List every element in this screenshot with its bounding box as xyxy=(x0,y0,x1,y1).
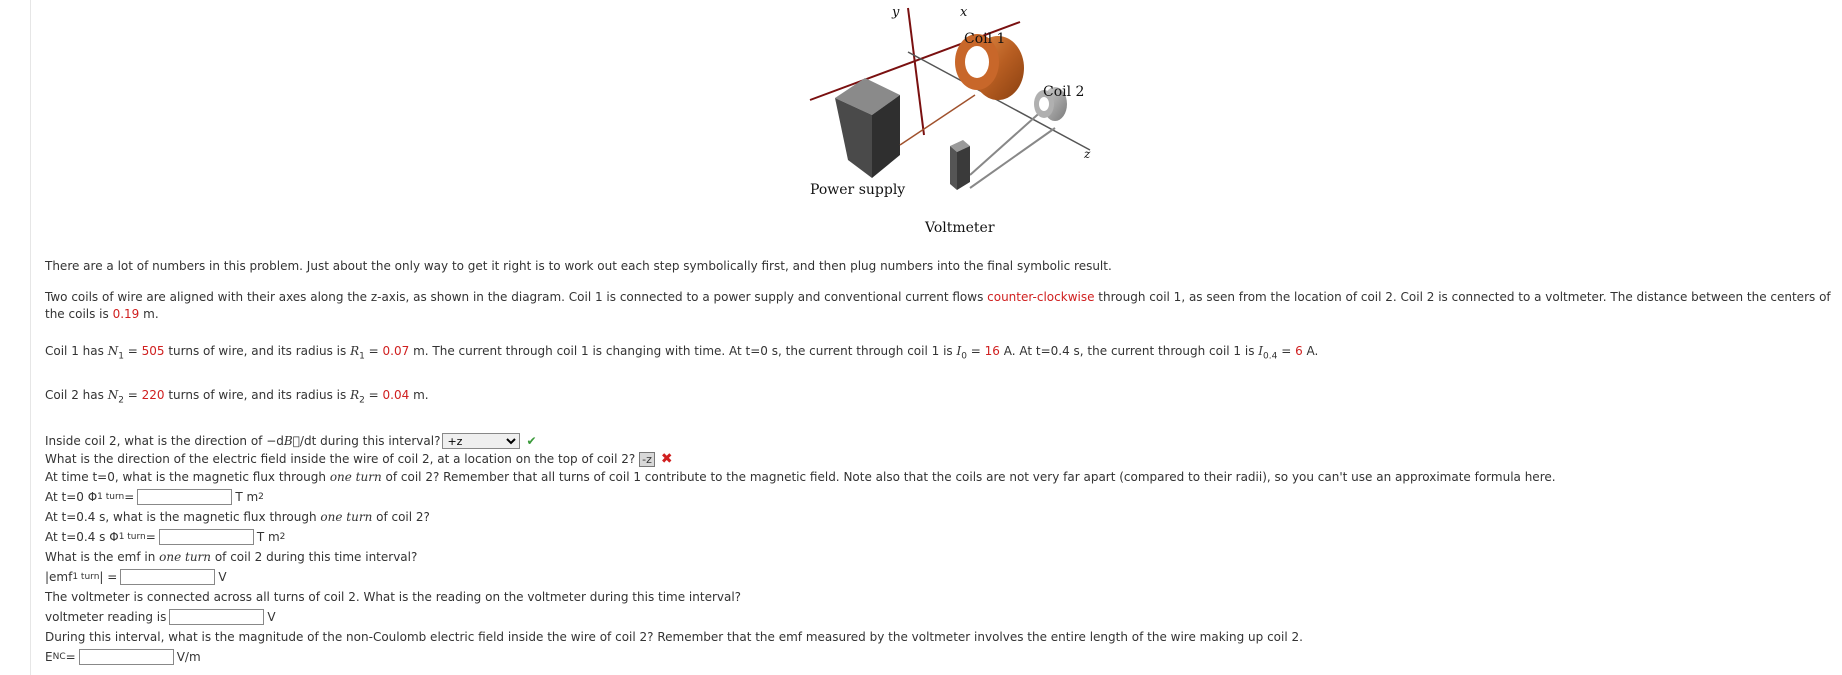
emf-row: |emf 1 turn | = V xyxy=(45,569,227,584)
question-db-direction: Inside coil 2, what is the direction of −dB⃗/dt during this interval? +z ✔ xyxy=(45,432,1835,450)
problem-content xyxy=(45,258,1835,668)
enc-row: E NC = V/m xyxy=(45,649,201,664)
question-flux-t04: At t=0.4 s, what is the magnetic flux through one turn of coil 2? xyxy=(45,509,430,524)
emf-input[interactable] xyxy=(120,569,215,585)
coil2-label: Coil 2 xyxy=(1043,84,1085,100)
y-axis-line xyxy=(908,8,924,135)
coils-diagram xyxy=(780,0,1130,240)
check-icon: ✔ xyxy=(526,433,537,448)
r2-value: 0.04 xyxy=(382,388,410,403)
question-enc: During this interval, what is the magnitude of the non-Coulomb electric field inside the wire of coil 2? Remember that the emf measured by the voltmeter involves the entire length of the wire making up coil 2. xyxy=(45,629,1303,644)
flux-t04-input[interactable] xyxy=(159,529,254,545)
i04-value: 6 xyxy=(1295,344,1303,358)
enc-input[interactable] xyxy=(79,649,174,665)
coil1-text: Coil 1 has $N_1 = 505$ turns of wire, and its radius is $R_1 = 0.07$ m. The current through coil 1 is changing with time. At t=0 s, the current through coil 1 is $I_0 = 16$ A. At t=0.4 s, the current through coil 1 is $I_{0.4} = 6$ A. xyxy=(45,344,1319,362)
setup-text: Two coils of wire are aligned with their axes along the z-axis, as shown in the diagram. Coil 1 is connected to a power supply and conventional current flows counter-clockwise through coil 1, as seen from the location of coil 2. Coil 2 is connected to a voltmeter. The distance between the centers of the coils is 0.19 m. xyxy=(45,290,1831,321)
coil2-text: Coil 2 has $N_2 = 220$ turns of wire, and its radius is $R_2 = 0.04$ m. xyxy=(45,388,429,406)
flux-t0-row: At t=0 Φ 1 turn = T m 2 xyxy=(45,489,264,504)
voltmeter-label: Voltmeter xyxy=(925,220,995,236)
r1-value: 0.07 xyxy=(382,344,410,358)
db-direction-select[interactable] xyxy=(442,433,520,449)
coil1-label: Coil 1 xyxy=(964,31,1006,47)
current-direction: counter-clockwise xyxy=(987,290,1095,304)
question-emf-one-turn: What is the emf in one turn of coil 2 during this time interval? xyxy=(45,549,418,564)
distance-value: 0.19 xyxy=(112,307,140,321)
x-icon: ✖ xyxy=(660,450,673,467)
n1-value: 505 xyxy=(141,344,165,358)
e-direction-answer[interactable]: -z xyxy=(639,452,655,467)
question-flux-t0: At time t=0, what is the magnetic flux through one turn of coil 2? Remember that all turns of coil 1 contribute to the magnetic field. Note also that the coils are not very far apart (compared to their radii), so you can't use an approximate formula here. xyxy=(45,469,1556,484)
voltmeter-row: voltmeter reading is V xyxy=(45,609,276,624)
flux-t0-input[interactable] xyxy=(137,489,232,505)
z-axis-label: z xyxy=(1084,147,1091,161)
i0-value: 16 xyxy=(984,344,1000,358)
power-supply-label: Power supply xyxy=(810,182,906,198)
flux-t04-row: At t=0.4 s Φ 1 turn = T m 2 xyxy=(45,529,286,544)
intro-text: There are a lot of numbers in this problem. Just about the only way to get it right is to work out each step symbolically first, and then plug numbers into the final symbolic result. xyxy=(45,259,1112,273)
n2-value: 220 xyxy=(141,388,165,403)
voltmeter-input[interactable] xyxy=(169,609,264,625)
question-voltmeter: The voltmeter is connected across all turns of coil 2. What is the reading on the voltmeter during this time interval? xyxy=(45,589,742,604)
left-border xyxy=(30,0,31,675)
question-e-direction: What is the direction of the electric field inside the wire of coil 2, at a location on the top of coil 2? -z ✖ xyxy=(45,450,673,467)
x-axis-label: x xyxy=(960,5,968,20)
y-axis-label: y xyxy=(892,5,900,20)
